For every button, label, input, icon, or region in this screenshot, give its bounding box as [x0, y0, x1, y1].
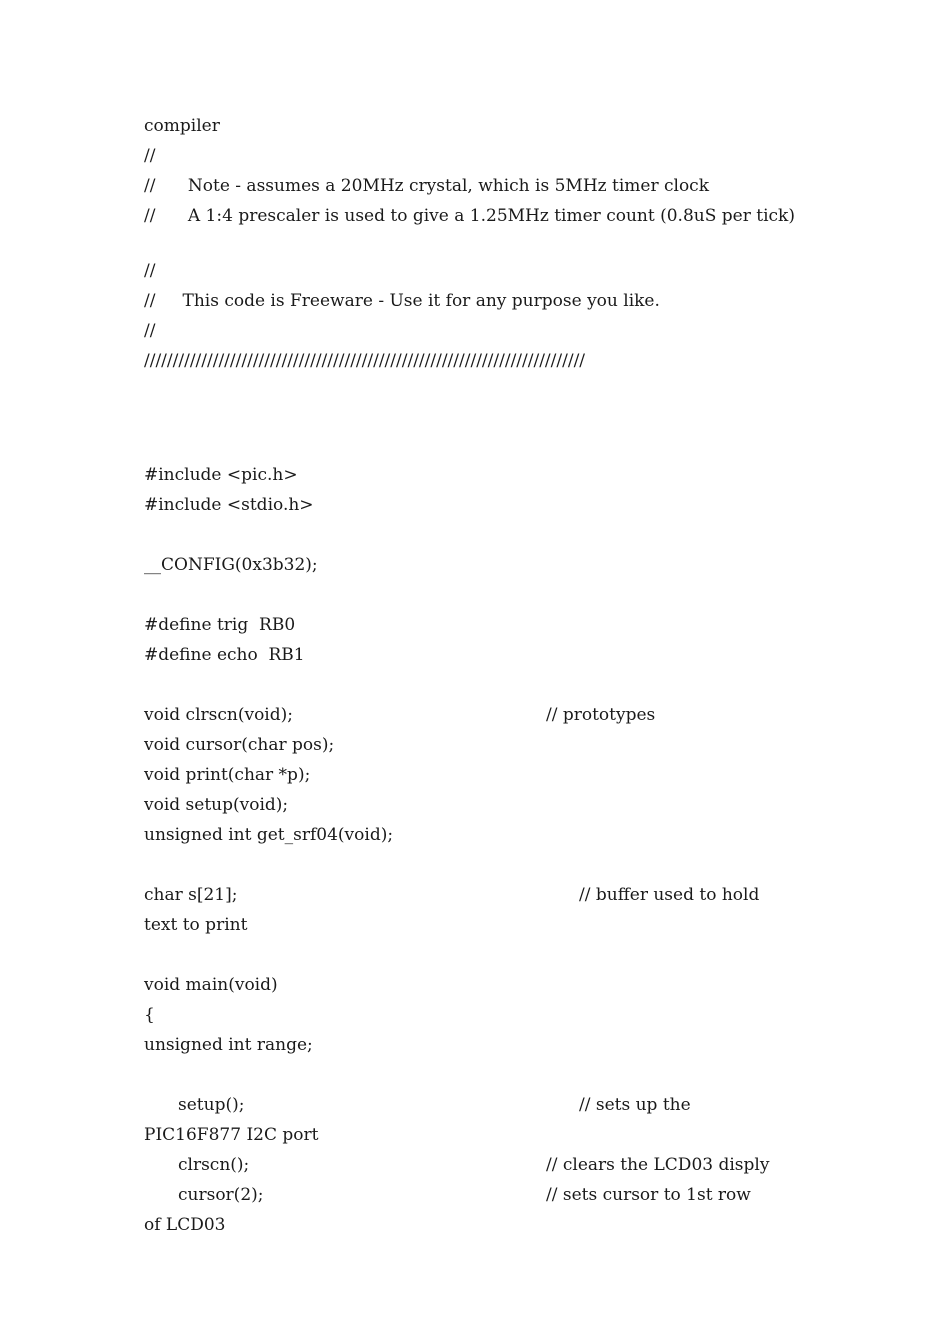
- define-directive: #define echo RB1: [144, 645, 305, 665]
- code-line: [144, 1213, 816, 1243]
- blank-line: [144, 523, 816, 553]
- comment-text: // A 1:4 prescaler is used to give a 1.25MHz timer count (0.8uS per tick): [144, 206, 795, 226]
- code-line: [144, 823, 816, 853]
- function-call: cursor(2);: [178, 1185, 264, 1205]
- function-call: clrscn();: [178, 1155, 250, 1175]
- blank-line: [144, 853, 816, 883]
- define-directive: #define trig RB0: [144, 615, 296, 635]
- code-line: [144, 1093, 816, 1123]
- code-line: [144, 1183, 816, 1213]
- blank-line: [144, 404, 816, 463]
- comment-text: // clears the LCD03 disply: [546, 1155, 770, 1175]
- code-line: [144, 613, 816, 643]
- prototype-declaration: void clrscn(void);: [144, 705, 293, 725]
- code-line: [144, 319, 816, 349]
- code-line: [144, 114, 816, 144]
- blank-line: [144, 1063, 816, 1093]
- code-listing: [144, 114, 816, 1243]
- blank-line: [144, 583, 816, 613]
- code-line: [144, 463, 816, 493]
- include-directive: #include <stdio.h>: [144, 495, 314, 515]
- code-line: [144, 174, 816, 204]
- code-line: [144, 703, 816, 733]
- comment-text: //: [144, 321, 156, 341]
- comment-continuation: PIC16F877 I2C port: [144, 1125, 319, 1145]
- comment-text: // buffer used to hold: [579, 885, 760, 905]
- variable-declaration: unsigned int range;: [144, 1035, 313, 1055]
- code-line: [144, 793, 816, 823]
- comment-text: // sets cursor to 1st row: [546, 1185, 751, 1205]
- code-line: [144, 913, 816, 943]
- prototype-declaration: void setup(void);: [144, 795, 289, 815]
- code-line: [144, 643, 816, 673]
- code-line: [144, 259, 816, 289]
- code-line: [144, 733, 816, 763]
- config-statement: __CONFIG(0x3b32);: [144, 555, 318, 575]
- code-line: [144, 763, 816, 793]
- code-line: [144, 553, 816, 583]
- code-line: [144, 973, 816, 1003]
- comment-text: // prototypes: [546, 705, 656, 725]
- code-line: [144, 349, 816, 404]
- blank-line: [144, 943, 816, 973]
- function-signature: void main(void): [144, 975, 278, 995]
- variable-declaration: char s[21];: [144, 885, 238, 905]
- prototype-declaration: void cursor(char pos);: [144, 735, 335, 755]
- blank-line: [144, 673, 816, 703]
- code-line: [144, 204, 816, 259]
- comment-text: // This code is Freeware - Use it for any purpose you like.: [144, 291, 660, 311]
- divider-comment: /////////////////////////////////////////////////////////////////////////////: [144, 351, 586, 371]
- code-line: [144, 1123, 816, 1153]
- code-line: [144, 1003, 816, 1033]
- code-line: [144, 1033, 816, 1063]
- comment-text: // Note - assumes a 20MHz crystal, which is 5MHz timer clock: [144, 176, 710, 196]
- open-brace: {: [144, 1005, 155, 1025]
- function-call: setup();: [178, 1095, 245, 1115]
- comment-text: //: [144, 261, 156, 281]
- prototype-declaration: unsigned int get_srf04(void);: [144, 825, 394, 845]
- code-line: [144, 144, 816, 174]
- comment-continuation: text to print: [144, 915, 248, 935]
- code-line: [144, 1153, 816, 1183]
- code-line: [144, 289, 816, 319]
- prototype-declaration: void print(char *p);: [144, 765, 311, 785]
- code-text: compiler: [144, 116, 220, 136]
- include-directive: #include <pic.h>: [144, 465, 298, 485]
- comment-text: // sets up the: [579, 1095, 691, 1115]
- comment-text: //: [144, 146, 156, 166]
- code-line: [144, 883, 816, 913]
- code-line: [144, 493, 816, 523]
- comment-continuation: of LCD03: [144, 1215, 226, 1235]
